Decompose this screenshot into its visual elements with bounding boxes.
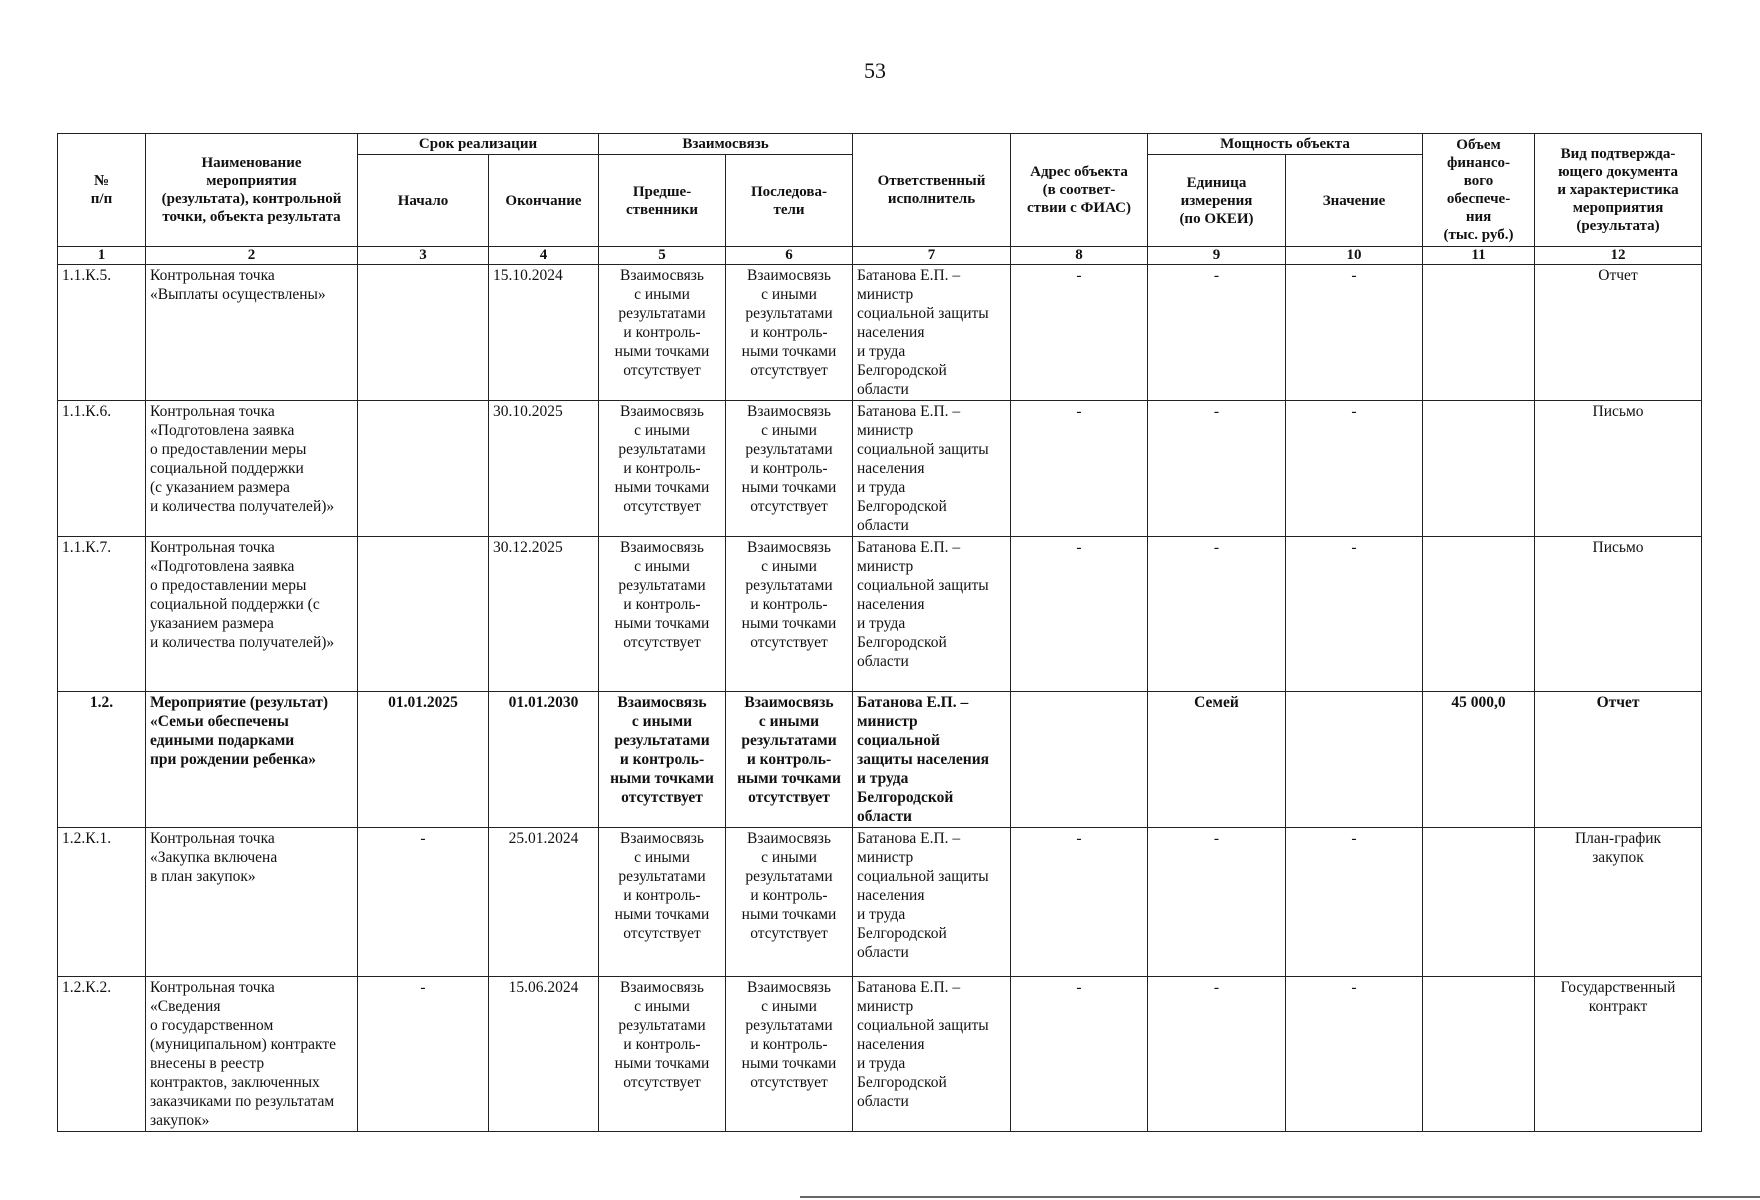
- header-doc: Вид подтвержда- ющего документа и характеристика мероприятия (результата): [1535, 134, 1702, 247]
- row-document: План-график закупок: [1535, 828, 1702, 977]
- column-number: 6: [726, 247, 853, 265]
- header-predecessors: Предше- ственники: [599, 155, 726, 247]
- row-predecessors: Взаимосвязь с иными результатами и контроль- ными точками отсутствует: [599, 265, 726, 401]
- row-predecessors: Взаимосвязь с иными результатами и контроль- ными точками отсутствует: [599, 692, 726, 828]
- header-term-group: Срок реализации: [358, 134, 599, 155]
- table-row: [58, 828, 1702, 977]
- row-end: 25.01.2024: [489, 828, 599, 977]
- row-end: 15.10.2024: [489, 265, 599, 401]
- activities-table: [57, 133, 1702, 1132]
- row-num: 1.1.К.5.: [58, 265, 146, 401]
- row-finance: [1423, 265, 1535, 401]
- row-finance: [1423, 537, 1535, 692]
- table-row: [58, 265, 1702, 401]
- column-number: 12: [1535, 247, 1702, 265]
- row-num: 1.2.: [58, 692, 146, 828]
- row-value: -: [1286, 977, 1423, 1132]
- row-end: 01.01.2030: [489, 692, 599, 828]
- row-end: 30.10.2025: [489, 401, 599, 537]
- row-num: 1.1.К.7.: [58, 537, 146, 692]
- row-start: 01.01.2025: [358, 692, 489, 828]
- row-start: -: [358, 977, 489, 1132]
- row-address: -: [1011, 265, 1148, 401]
- row-start: [358, 537, 489, 692]
- table-body: [58, 265, 1702, 1132]
- row-successors: Взаимосвязь с иными результатами и контроль- ными точками отсутствует: [726, 265, 853, 401]
- row-name: Мероприятие (результат) «Семьи обеспечены едиными подарками при рождении ребенка»: [146, 692, 358, 828]
- column-number: 2: [146, 247, 358, 265]
- row-unit: -: [1148, 401, 1286, 537]
- header-value: Значение: [1286, 155, 1423, 247]
- row-executor: Батанова Е.П. – министр социальной защиты населения и труда Белгородской области: [853, 401, 1011, 537]
- header-num: № п/п: [58, 134, 146, 247]
- row-document: Письмо: [1535, 401, 1702, 537]
- header-capacity-group: Мощность объекта: [1148, 134, 1423, 155]
- row-start: [358, 265, 489, 401]
- row-end: 30.12.2025: [489, 537, 599, 692]
- row-address: -: [1011, 977, 1148, 1132]
- row-address: -: [1011, 537, 1148, 692]
- row-successors: Взаимосвязь с иными результатами и контроль- ными точками отсутствует: [726, 692, 853, 828]
- header-address: Адрес объекта (в соответ- ствии с ФИАС): [1011, 134, 1148, 247]
- row-document: Отчет: [1535, 265, 1702, 401]
- row-document: Отчет: [1535, 692, 1702, 828]
- row-end: 15.06.2024: [489, 977, 599, 1132]
- row-name: Контрольная точка «Закупка включена в план закупок»: [146, 828, 358, 977]
- table-row: [58, 537, 1702, 692]
- table-row: [58, 692, 1702, 828]
- row-name: Контрольная точка «Сведения о государственном (муниципальном) контракте внесены в реестр контрактов, заключенных заказчиками по результатам закупок»: [146, 977, 358, 1132]
- row-start: -: [358, 828, 489, 977]
- row-executor: Батанова Е.П. – министр социальной защиты населения и труда Белгородской области: [853, 265, 1011, 401]
- row-finance: [1423, 828, 1535, 977]
- table-header: [58, 134, 1702, 265]
- row-executor: Батанова Е.П. – министр социальной защиты населения и труда Белгородской области: [853, 692, 1011, 828]
- row-predecessors: Взаимосвязь с иными результатами и контроль- ными точками отсутствует: [599, 828, 726, 977]
- row-name: Контрольная точка «Подготовлена заявка о предоставлении меры социальной поддержки (с указанием размера и количества получателей)»: [146, 537, 358, 692]
- row-predecessors: Взаимосвязь с иными результатами и контроль- ными точками отсутствует: [599, 977, 726, 1132]
- row-executor: Батанова Е.П. – министр социальной защиты населения и труда Белгородской области: [853, 537, 1011, 692]
- row-successors: Взаимосвязь с иными результатами и контроль- ными точками отсутствует: [726, 537, 853, 692]
- row-successors: Взаимосвязь с иными результатами и контроль- ными точками отсутствует: [726, 977, 853, 1132]
- column-number: 7: [853, 247, 1011, 265]
- page-number: 53: [864, 58, 886, 83]
- bottom-divider: [800, 1196, 1760, 1198]
- row-num: 1.2.К.1.: [58, 828, 146, 977]
- row-document: Письмо: [1535, 537, 1702, 692]
- table-row: [58, 977, 1702, 1132]
- row-num: 1.1.К.6.: [58, 401, 146, 537]
- row-predecessors: Взаимосвязь с иными результатами и контроль- ными точками отсутствует: [599, 401, 726, 537]
- column-number: 10: [1286, 247, 1423, 265]
- row-name: Контрольная точка «Выплаты осуществлены»: [146, 265, 358, 401]
- column-number: 1: [58, 247, 146, 265]
- row-address: [1011, 692, 1148, 828]
- row-finance: [1423, 401, 1535, 537]
- row-address: -: [1011, 401, 1148, 537]
- column-number: 9: [1148, 247, 1286, 265]
- column-number-row: [58, 247, 1702, 265]
- header-unit: Единица измерения (по ОКЕИ): [1148, 155, 1286, 247]
- row-address: -: [1011, 828, 1148, 977]
- header-name: Наименование мероприятия (результата), контрольной точки, объекта результата: [146, 134, 358, 247]
- header-successors: Последова- тели: [726, 155, 853, 247]
- row-successors: Взаимосвязь с иными результатами и контроль- ными точками отсутствует: [726, 828, 853, 977]
- row-executor: Батанова Е.П. – министр социальной защиты населения и труда Белгородской области: [853, 977, 1011, 1132]
- column-number: 11: [1423, 247, 1535, 265]
- row-predecessors: Взаимосвязь с иными результатами и контроль- ными точками отсутствует: [599, 537, 726, 692]
- table-row: [58, 401, 1702, 537]
- header-link-group: Взаимосвязь: [599, 134, 853, 155]
- row-executor: Батанова Е.П. – министр социальной защиты населения и труда Белгородской области: [853, 828, 1011, 977]
- row-unit: -: [1148, 537, 1286, 692]
- row-value: -: [1286, 537, 1423, 692]
- row-value: -: [1286, 828, 1423, 977]
- header-start: Начало: [358, 155, 489, 247]
- row-unit: -: [1148, 977, 1286, 1132]
- row-value: -: [1286, 401, 1423, 537]
- row-unit: -: [1148, 828, 1286, 977]
- column-number: 5: [599, 247, 726, 265]
- header-end: Окончание: [489, 155, 599, 247]
- row-start: [358, 401, 489, 537]
- column-number: 3: [358, 247, 489, 265]
- column-number: 4: [489, 247, 599, 265]
- header-finance: Объем финансо- вого обеспече- ния (тыс. руб.): [1423, 134, 1535, 247]
- row-value: -: [1286, 265, 1423, 401]
- row-unit: Семей: [1148, 692, 1286, 828]
- row-value: [1286, 692, 1423, 828]
- column-number: 8: [1011, 247, 1148, 265]
- row-document: Государственный контракт: [1535, 977, 1702, 1132]
- header-executor: Ответственный исполнитель: [853, 134, 1011, 247]
- row-successors: Взаимосвязь с иными результатами и контроль- ными точками отсутствует: [726, 401, 853, 537]
- row-name: Контрольная точка «Подготовлена заявка о предоставлении меры социальной поддержки (с указанием размера и количества получателей)»: [146, 401, 358, 537]
- row-num: 1.2.К.2.: [58, 977, 146, 1132]
- row-unit: -: [1148, 265, 1286, 401]
- row-finance: 45 000,0: [1423, 692, 1535, 828]
- row-finance: [1423, 977, 1535, 1132]
